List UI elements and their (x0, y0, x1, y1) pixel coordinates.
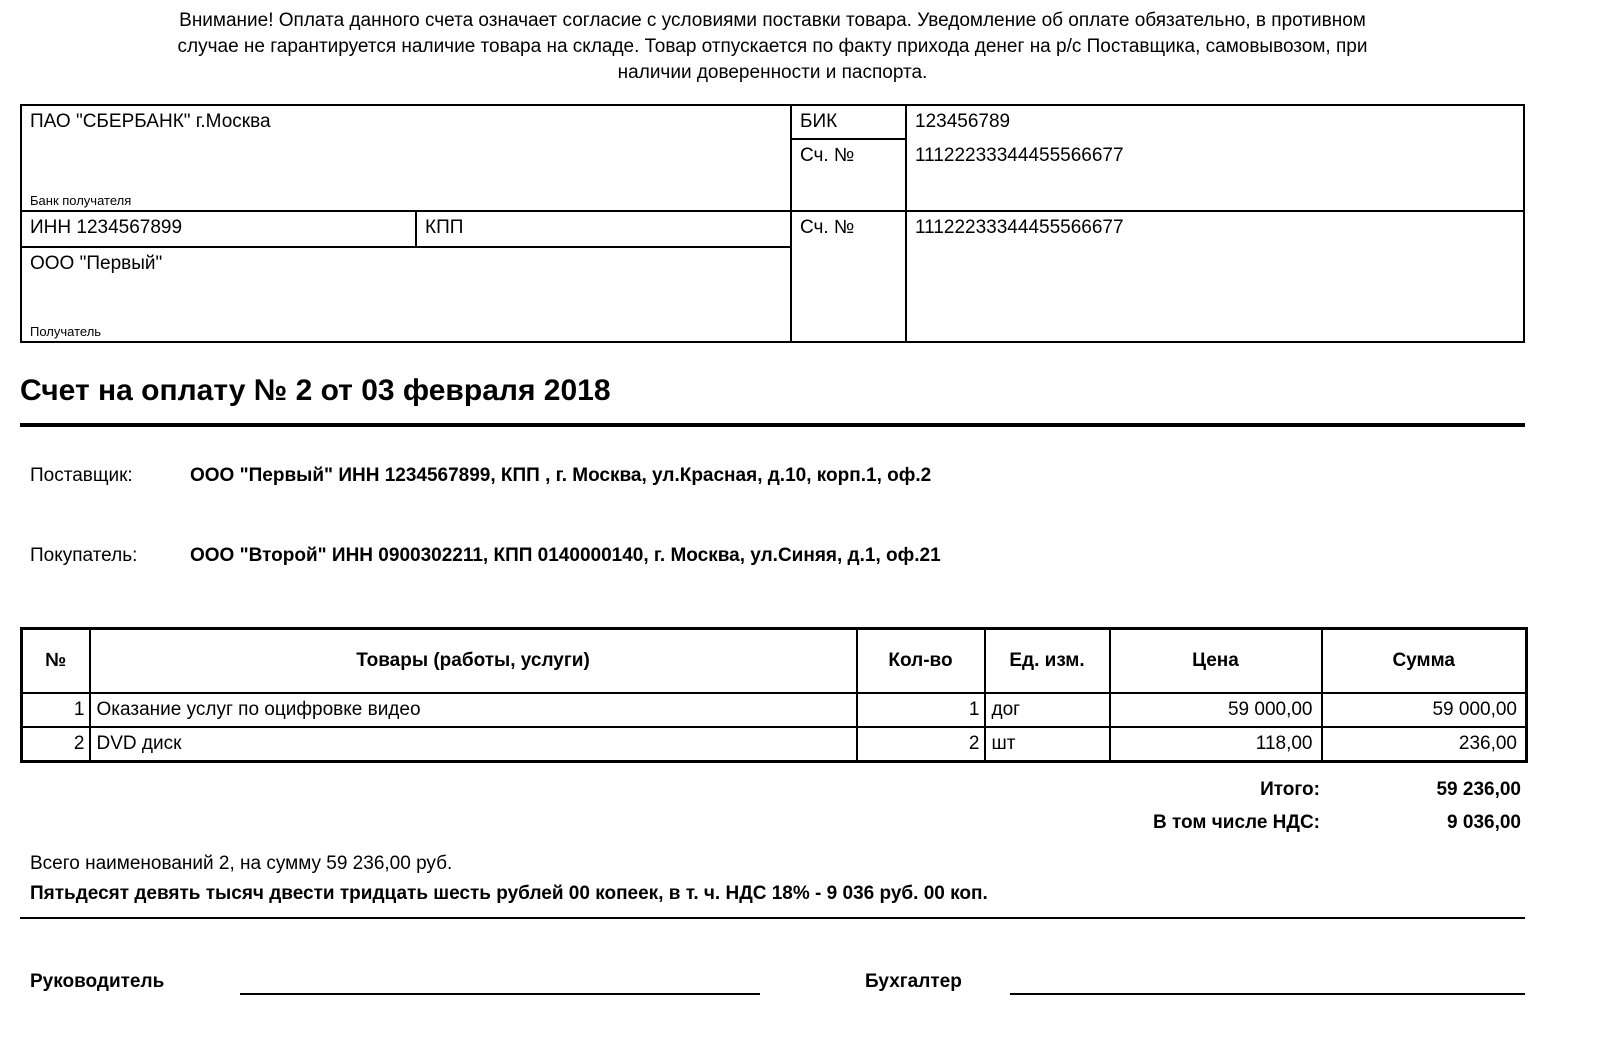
item-sum: 59 000,00 (1322, 693, 1527, 727)
accountant-label: Бухгалтер (865, 971, 962, 992)
vat-row (20, 806, 1525, 839)
items-count-line: Всего наименований 2, на сумму 59 236,00 руб. (30, 853, 453, 874)
column-header-unit: Ед. изм. (985, 629, 1110, 694)
item-unit: дог (985, 693, 1110, 727)
totals-block (20, 773, 1525, 839)
total-row (20, 773, 1525, 806)
supplier-row (20, 463, 1525, 489)
corr-account-label: Сч. № (791, 139, 906, 211)
bik-and-corr-values-cell (906, 105, 1524, 211)
column-header-quantity: Кол-во (857, 629, 985, 694)
invoice-title: Счет на оплату № 2 от 03 февраля 2018 (20, 374, 611, 407)
total-value: 59 236,00 (1436, 779, 1521, 800)
column-header-price: Цена (1110, 629, 1322, 694)
accountant-signature-line (1010, 969, 1525, 995)
amount-in-words: Пятьдесят девять тысяч двести тридцать шесть рублей 00 копеек, в т. ч. НДС 18% - 9 036 руб. 00 коп. (20, 879, 1525, 919)
items-table (20, 627, 1528, 763)
buyer-value: ООО "Второй" ИНН 0900302211, КПП 0140000140, г. Москва, ул.Синяя, д.1, оф.21 (190, 545, 941, 566)
item-price: 118,00 (1110, 727, 1322, 762)
recipient-bank-caption: Банк получателя (30, 193, 132, 208)
payment-warning-text: Внимание! Оплата данного счета означает согласие с условиями поставки товара. Уведомление об оплате обязательно, в противном случае не гарантируется наличие товара на складе. Товар отпускается по факту прихода денег на р/с Поставщика, самовывозом, при наличии доверенности и паспорта. (177, 10, 1368, 83)
buyer-row (20, 543, 1525, 569)
item-number: 1 (22, 693, 90, 727)
column-header-goods: Товары (работы, услуги) (90, 629, 857, 694)
item-price: 59 000,00 (1110, 693, 1322, 727)
account-label: Сч. № (791, 211, 906, 342)
buyer-label: Покупатель: (30, 545, 138, 566)
item-quantity: 2 (857, 727, 985, 762)
table-row (22, 693, 1527, 727)
vat-value: 9 036,00 (1447, 812, 1521, 833)
title-divider (20, 423, 1525, 427)
table-row (22, 727, 1527, 762)
vat-label: В том числе НДС: (1153, 812, 1320, 833)
column-header-sum: Сумма (1322, 629, 1527, 694)
total-label: Итого: (1260, 779, 1320, 800)
supplier-kpp: КПП (416, 211, 791, 247)
recipient-caption: Получатель (30, 324, 102, 339)
supplier-label: Поставщик: (30, 465, 133, 486)
supplier-value: ООО "Первый" ИНН 1234567899, КПП , г. Москва, ул.Красная, д.10, корп.1, оф.2 (190, 465, 932, 486)
bik-value: 123456789 (915, 111, 1011, 132)
item-sum: 236,00 (1322, 727, 1527, 762)
recipient-cell (21, 247, 791, 342)
summary-block (20, 849, 1525, 919)
recipient-name: ООО "Первый" (30, 253, 163, 274)
item-name: Оказание услуг по оцифровке видео (90, 693, 857, 727)
item-quantity: 1 (857, 693, 985, 727)
signatures-block (20, 969, 1525, 995)
director-label: Руководитель (30, 971, 165, 992)
bik-label: БИК (791, 105, 906, 139)
account-value: 11122233344455566677 (915, 217, 1124, 238)
recipient-bank-cell (21, 105, 791, 211)
bank-requisites-table (20, 104, 1525, 343)
item-name: DVD диск (90, 727, 857, 762)
director-signature-line (240, 969, 760, 995)
supplier-inn: ИНН 1234567899 (21, 211, 416, 247)
column-header-number: № (22, 629, 90, 694)
item-number: 2 (22, 727, 90, 762)
items-header-row (22, 629, 1527, 694)
item-unit: шт (985, 727, 1110, 762)
corr-account-value: 11122233344455566677 (915, 145, 1124, 166)
recipient-bank-name: ПАО "СБЕРБАНК" г.Москва (30, 111, 271, 132)
